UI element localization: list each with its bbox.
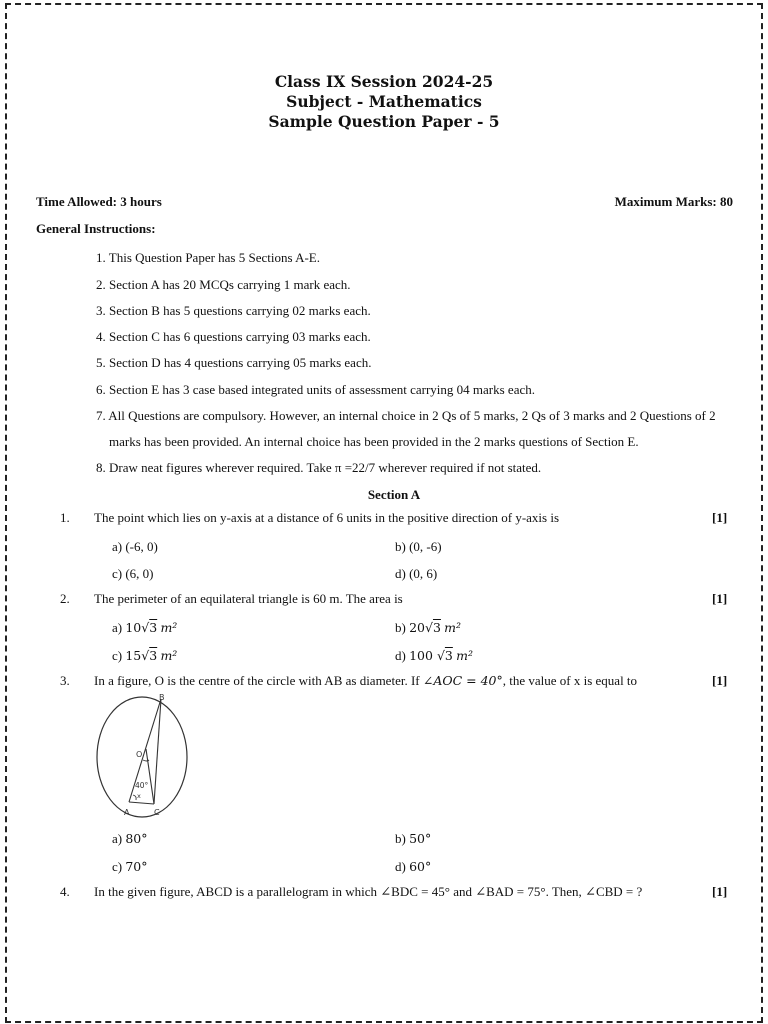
instructions-heading: General Instructions: (36, 221, 156, 236)
option-unit: m² (160, 620, 178, 635)
option-label: b) (395, 620, 410, 635)
sqrt-sign: √ (141, 620, 150, 635)
label-x: x (137, 792, 141, 800)
label-a: A (124, 808, 130, 817)
question-number: 2. (60, 591, 70, 606)
question-number: 4. (60, 884, 70, 899)
option-unit: m² (444, 620, 462, 635)
option-a (112, 831, 148, 847)
instruction-item: 4. Section C has 6 questions carrying 03 marks each. (96, 329, 371, 344)
option-c (112, 648, 177, 664)
section-a-heading: Section A (367, 487, 421, 502)
question-math: ∠AOC = 40° (422, 673, 503, 688)
header-subject: Subject - Mathematics (286, 92, 482, 111)
question-text-before: In a figure, O is the centre of the circle with AB as diameter. If (94, 673, 423, 688)
option-label: b) (395, 831, 410, 846)
option-label: d) (395, 859, 410, 874)
question-marks: [1] (712, 673, 728, 688)
chord-bc (154, 699, 161, 804)
option-d: d) (0, 6) (395, 566, 438, 581)
option-radicand: 3 (444, 648, 453, 663)
option-label: a) (112, 620, 126, 635)
option-radicand: 3 (432, 620, 441, 635)
angle-arc-x (133, 795, 136, 800)
option-c: c) (6, 0) (112, 566, 154, 581)
sqrt-sign: √ (436, 648, 445, 663)
option-a: a) (-6, 0) (112, 539, 158, 554)
option-b (395, 620, 461, 636)
header-class-session: Class IX Session 2024-25 (274, 72, 494, 91)
question-text (94, 673, 637, 689)
instruction-item: 2. Section A has 20 MCQs carrying 1 mark each. (96, 277, 351, 292)
option-d (395, 648, 473, 664)
option-a (112, 620, 177, 636)
question-text-after: , the value of x is equal to (502, 673, 638, 688)
option-value: 60° (409, 859, 432, 874)
option-value: 70° (125, 859, 148, 874)
question-text: The perimeter of an equilateral triangle is 60 m. The area is (94, 591, 403, 606)
label-c: C (154, 808, 160, 817)
question-number: 3. (60, 673, 70, 688)
option-d (395, 859, 431, 875)
question-text: The point which lies on y-axis at a distance of 6 units in the positive direction of y-axis is (94, 510, 560, 525)
question-marks: [1] (712, 591, 728, 606)
option-coefficient: 100 (409, 648, 437, 663)
option-coefficient: 15 (125, 648, 142, 663)
option-unit: m² (456, 648, 473, 663)
question-marks: [1] (712, 884, 728, 899)
option-b (395, 831, 431, 847)
angle-arc-aoc (143, 760, 149, 761)
label-angle-40: 40° (135, 781, 149, 790)
time-allowed: Time Allowed: 3 hours (36, 194, 162, 209)
sqrt-sign: √ (141, 648, 150, 663)
option-unit: m² (160, 648, 178, 663)
question-text: In the given figure, ABCD is a parallelogram in which ∠BDC = 45° and ∠BAD = 75°. Then, ∠CBD = ? (94, 884, 643, 899)
option-b: b) (0, -6) (395, 539, 442, 554)
instruction-item: 3. Section B has 5 questions carrying 02 marks each. (96, 303, 371, 318)
instruction-item: 8. Draw neat figures wherever required. Take π =22/7 wherever required if not stated. (96, 460, 542, 475)
instruction-item: 5. Section D has 4 questions carrying 05 marks each. (96, 355, 372, 370)
option-label: a) (112, 831, 126, 846)
option-c (112, 859, 148, 875)
option-coefficient: 20 (409, 620, 425, 635)
option-value: 80° (125, 831, 148, 846)
circle-figure (94, 694, 194, 822)
label-b: B (159, 694, 165, 702)
maximum-marks: Maximum Marks: 80 (614, 194, 733, 209)
instruction-item: 1. This Question Paper has 5 Sections A-E. (96, 250, 320, 265)
instruction-item: 6. Section E has 3 case based integrated units of assessment carrying 04 marks each. (96, 382, 535, 397)
option-value: 50° (409, 831, 432, 846)
chord-ac (129, 802, 154, 804)
question-marks: [1] (712, 510, 728, 525)
label-o: O (136, 750, 143, 759)
instruction-item: 7. All Questions are compulsory. However, an internal choice in 2 Qs of 5 marks, 2 Qs of 3 marks and 2 Questions of 2 marks has been provided. An internal choice has been provided in the 2 marks questions of Section E. (96, 408, 716, 449)
option-label: c) (112, 648, 126, 663)
option-label: c) (112, 859, 126, 874)
header-paper-title: Sample Question Paper - 5 (268, 112, 500, 131)
option-coefficient: 10 (125, 620, 142, 635)
question-number: 1. (60, 510, 70, 525)
option-radicand: 3 (149, 648, 158, 663)
radius-oc (146, 749, 154, 804)
option-label: d) (395, 648, 410, 663)
option-radicand: 3 (149, 620, 158, 635)
sqrt-sign: √ (425, 620, 433, 635)
